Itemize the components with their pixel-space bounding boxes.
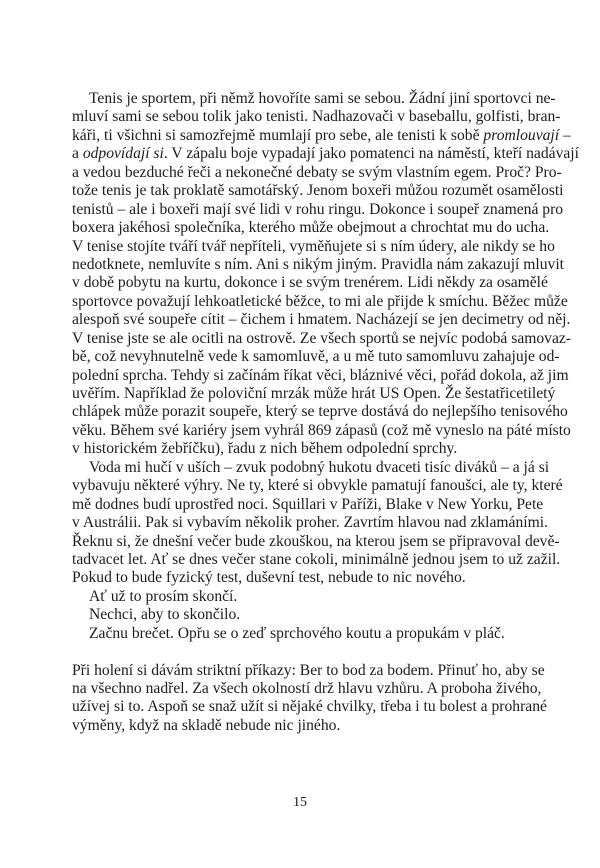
text-line: Tenis je sportem, při němž hovoříte sami se sebou. Žádní jiní sportovci ne- bbox=[89, 90, 556, 107]
text-line: alespoň své soupeře cítit – čichem i hmatem. Nacházejí se jen decimetry od něj. bbox=[72, 311, 571, 329]
section-break bbox=[72, 643, 534, 661]
paragraph-6 bbox=[72, 661, 547, 736]
text-line: vybavuju některé výhry. Ne ty, které si obvykle pamatují fanoušci, ale ty, které bbox=[72, 477, 563, 495]
text-line: mluví sami se sebou tolik jako tenisti. Nadhazovači v baseballu, golfisti, bran- bbox=[72, 108, 561, 126]
emphasis-text: odpovídají si bbox=[82, 145, 164, 163]
text-line: Pokud to bude fyzický test, duševní test, nebude to nic nového. bbox=[72, 569, 466, 587]
text-line: Voda mi hučí v uších – zvuk podobný hukotu dvaceti tisíc diváků – a já si bbox=[89, 458, 550, 476]
text-line: tože tenis je tak proklatě samotářský. Jenom boxeři můžou rozumět osamělosti bbox=[72, 182, 564, 200]
text-line: Ať už to prosím skončí. bbox=[89, 587, 238, 605]
text-line: tenistů – ale i boxeři mají své lidi v rohu ringu. Dokonce i soupeř znamená pro bbox=[72, 200, 564, 218]
text-line: a vedou bezduché řeči a nekonečné debaty se svým vlastním egem. Proč? Pro- bbox=[72, 163, 562, 181]
text-line: mě dodnes budí uprostřed noci. Squillari v Paříži, Blake v New Yorku, Pete bbox=[72, 495, 544, 513]
paragraph-1 bbox=[72, 90, 579, 459]
text-line: na všechno nadřel. Za všech okolností drž hlavu vzhůru. A proboha živého, bbox=[72, 680, 542, 697]
text-fragment: káři, ti všichni si samozřejmě mumlají pro sebe, ale tenisti k sobě bbox=[72, 126, 484, 144]
text-fragment: – bbox=[559, 126, 571, 144]
text-line bbox=[72, 126, 571, 145]
text-line: sportovce považují lehkoatletické běžce, to mi ale přijde k smíchu. Běžec může bbox=[72, 292, 568, 310]
text-line: chlápek může porazit soupeře, který se teprve dostává do nejlepšího tenisového bbox=[72, 403, 568, 421]
paragraph-4 bbox=[72, 606, 534, 624]
text-line: věku. Během své kariéry jsem vyhrál 869 zápasů (což mě vyneslo na páté místo bbox=[72, 421, 571, 439]
text-line: bě, což nevyhnutelně vede k samomluvě, a u mě tuto samomluvu zahajuje od- bbox=[72, 348, 560, 366]
text-line: Začnu brečet. Opřu se o zeď sprchového koutu a propukám v pláč. bbox=[89, 624, 505, 642]
text-line: užívej si to. Aspoň se snaž užít si nějaké chvilky, třeba i tu bolest a prohrané bbox=[72, 698, 547, 716]
text-line: tadvacet let. Ať se dnes večer stane cokoli, minimálně jednou jsem to už zažil. bbox=[72, 550, 561, 568]
text-line: nedotknete, nemluvíte s ním. Ani s nikým jiným. Pravidla nám zakazují mluvit bbox=[72, 255, 564, 273]
text-line: výměny, když na skladě nebude nic jiného. bbox=[72, 716, 341, 734]
text-line: uvěřím. Například že poloviční mrzák může hrát US Open. Že šestatřicetiletý bbox=[72, 385, 556, 402]
text-fragment: . V zápalu boje vypadají jako pomatenci na náměstí, kteří nadávají bbox=[163, 145, 579, 163]
paragraph-5 bbox=[72, 625, 534, 643]
text-line: Řeknu si, že dnešní večer bude zkouškou, na kterou jsem se připravoval devě- bbox=[72, 532, 560, 550]
page-number: 15 bbox=[293, 795, 307, 810]
text-line: v historickém žebříčku), řadu z nich během odpolední sprchy. bbox=[72, 440, 458, 458]
text-line: v Austrálii. Pak si vybavím několik proher. Zavrtím hlavou nad zklamáními. bbox=[72, 514, 548, 532]
text-line: Nechci, aby to skončilo. bbox=[89, 606, 241, 624]
body-text bbox=[72, 90, 579, 735]
paragraph-2 bbox=[72, 458, 563, 588]
text-fragment: a bbox=[72, 145, 83, 163]
text-line: Při holení si dávám striktní příkazy: Ber to bod za bodem. Přinuť ho, aby se bbox=[72, 661, 545, 679]
text-line: V tenise jste se ale ocitli na ostrově. Ze všech sportů se nejvíc podobá samovaz- bbox=[72, 329, 571, 347]
emphasis-text: promlouvají bbox=[483, 126, 560, 144]
text-line: v době pobytu na kurtu, dokonce i se svým trenérem. Lidi někdy za osamělé bbox=[72, 274, 548, 292]
text-line bbox=[72, 145, 579, 163]
text-line: polední sprcha. Tehdy si začínám říkat věci, bláznivé věci, pořád dokola, až jim bbox=[72, 366, 569, 384]
text-line: V tenise stojíte tváří tvář nepříteli, vyměňujete si s ním údery, ale nikdy se ho bbox=[72, 237, 555, 255]
paragraph-3 bbox=[72, 588, 534, 606]
text-line: boxera jakéhosi společníka, kterého může obejmout a chrochtat mu do ucha. bbox=[72, 219, 550, 237]
